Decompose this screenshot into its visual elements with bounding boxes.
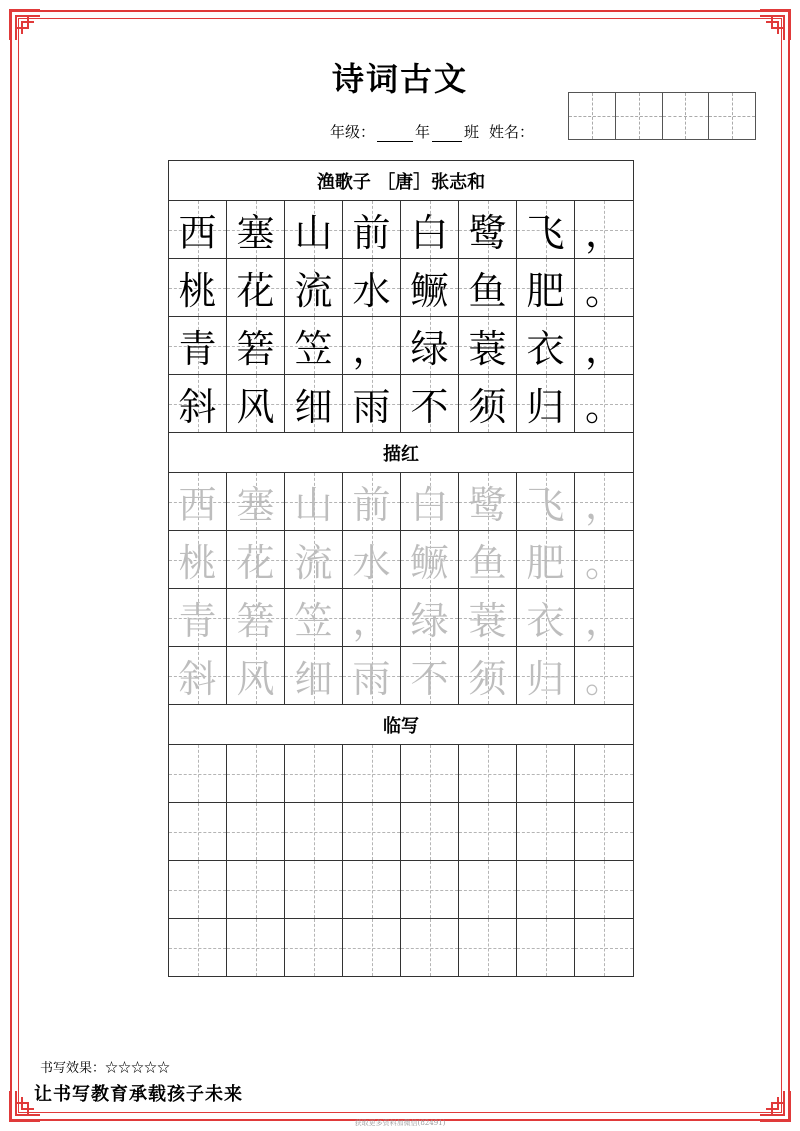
character: 鹭 xyxy=(468,483,507,527)
writing-cell[interactable] xyxy=(401,531,459,588)
character: 桃 xyxy=(178,541,217,585)
character: 白 xyxy=(410,483,449,527)
grid-row xyxy=(169,259,633,317)
character: 风 xyxy=(236,657,275,701)
character: 。 xyxy=(584,385,623,429)
writing-cell[interactable] xyxy=(343,919,401,976)
writing-cell[interactable] xyxy=(227,919,285,976)
writing-cell[interactable] xyxy=(459,861,517,918)
writing-cell[interactable] xyxy=(169,861,227,918)
writing-cell[interactable] xyxy=(227,531,285,588)
writing-cell xyxy=(575,259,633,316)
writing-cell xyxy=(575,375,633,432)
writing-cell xyxy=(227,375,285,432)
writing-cell[interactable] xyxy=(459,531,517,588)
character: 。 xyxy=(584,657,623,701)
character: 归 xyxy=(526,385,565,429)
grid-row xyxy=(169,861,633,919)
writing-cell[interactable] xyxy=(401,919,459,976)
writing-cell[interactable] xyxy=(169,531,227,588)
grid-row xyxy=(169,647,633,705)
character: 鱼 xyxy=(468,541,507,585)
character: 笠 xyxy=(294,327,333,371)
student-info-line xyxy=(330,121,534,142)
character: ， xyxy=(352,599,391,643)
character: 山 xyxy=(294,211,333,255)
character: 白 xyxy=(410,211,449,255)
writing-cell[interactable] xyxy=(401,745,459,802)
writing-cell xyxy=(285,375,343,432)
footer-note: 获取更多资料加微信(82491) xyxy=(354,1119,446,1127)
character: 。 xyxy=(584,541,623,585)
writing-cell[interactable] xyxy=(575,861,633,918)
grid-row xyxy=(169,531,633,589)
writing-cell xyxy=(227,259,285,316)
grid-row xyxy=(169,919,633,977)
writing-cell[interactable] xyxy=(459,589,517,646)
character: 流 xyxy=(294,541,333,585)
character: 青 xyxy=(178,599,217,643)
trace-heading: 描红 xyxy=(169,433,633,473)
character: 飞 xyxy=(526,483,565,527)
character: 箬 xyxy=(236,599,275,643)
writing-cell[interactable] xyxy=(401,803,459,860)
copy-grid xyxy=(169,745,633,977)
writing-cell[interactable] xyxy=(169,589,227,646)
writing-cell[interactable] xyxy=(517,861,575,918)
practice-sheet xyxy=(168,160,634,977)
name-cell[interactable] xyxy=(709,93,755,139)
writing-cell[interactable] xyxy=(401,589,459,646)
writing-cell[interactable] xyxy=(169,473,227,530)
character: 塞 xyxy=(236,483,275,527)
grid-row xyxy=(169,803,633,861)
character: 山 xyxy=(294,483,333,527)
grade-blank[interactable] xyxy=(377,127,413,142)
writing-cell[interactable] xyxy=(285,861,343,918)
year-label: 年 xyxy=(415,123,431,141)
writing-cell xyxy=(169,201,227,258)
writing-cell[interactable] xyxy=(401,861,459,918)
corner-ornament-icon xyxy=(8,8,42,42)
name-cell[interactable] xyxy=(663,93,710,139)
character: 不 xyxy=(410,657,449,701)
character: 归 xyxy=(526,657,565,701)
character: 西 xyxy=(178,483,217,527)
writing-cell[interactable] xyxy=(227,803,285,860)
character: 斜 xyxy=(178,657,217,701)
grid-row xyxy=(169,745,633,803)
writing-cell[interactable] xyxy=(227,473,285,530)
character: 水 xyxy=(352,269,391,313)
grid-row xyxy=(169,473,633,531)
writing-cell[interactable] xyxy=(459,803,517,860)
character: 肥 xyxy=(526,269,565,313)
writing-cell[interactable] xyxy=(459,647,517,704)
writing-cell[interactable] xyxy=(285,473,343,530)
character: 流 xyxy=(294,269,333,313)
writing-cell[interactable] xyxy=(401,647,459,704)
trace-grid xyxy=(169,473,633,705)
writing-cell[interactable] xyxy=(343,803,401,860)
writing-cell xyxy=(401,375,459,432)
writing-cell xyxy=(459,201,517,258)
character: 衣 xyxy=(526,599,565,643)
character: 青 xyxy=(178,327,217,371)
writing-cell xyxy=(575,317,633,374)
writing-cell[interactable] xyxy=(285,919,343,976)
character: 绿 xyxy=(410,327,449,371)
name-cell[interactable] xyxy=(616,93,663,139)
writing-cell xyxy=(517,375,575,432)
character: 雨 xyxy=(352,657,391,701)
character: 蓑 xyxy=(468,327,507,371)
character: ， xyxy=(584,211,623,255)
writing-cell[interactable] xyxy=(575,647,633,704)
writing-cell xyxy=(227,201,285,258)
character: 细 xyxy=(294,657,333,701)
character: 水 xyxy=(352,541,391,585)
character: 西 xyxy=(178,211,217,255)
writing-cell xyxy=(401,201,459,258)
writing-cell xyxy=(575,201,633,258)
character: 塞 xyxy=(236,211,275,255)
writing-cell[interactable] xyxy=(459,745,517,802)
corner-ornament-icon xyxy=(758,8,792,42)
writing-cell xyxy=(459,375,517,432)
writing-cell[interactable] xyxy=(517,473,575,530)
writing-cell[interactable] xyxy=(343,745,401,802)
writing-cell[interactable] xyxy=(169,919,227,976)
writing-cell xyxy=(401,259,459,316)
writing-cell xyxy=(459,317,517,374)
poem-heading: 渔歌子 ［唐］张志和 xyxy=(169,161,633,201)
writing-cell[interactable] xyxy=(575,473,633,530)
writing-cell[interactable] xyxy=(517,589,575,646)
name-label: 姓名： xyxy=(489,123,535,141)
writing-cell[interactable] xyxy=(517,531,575,588)
writing-cell xyxy=(285,201,343,258)
writing-cell[interactable] xyxy=(517,919,575,976)
writing-cell[interactable] xyxy=(343,861,401,918)
writing-cell xyxy=(459,259,517,316)
character: 斜 xyxy=(178,385,217,429)
writing-cell[interactable] xyxy=(343,647,401,704)
character: 须 xyxy=(468,385,507,429)
writing-cell xyxy=(343,259,401,316)
grid-row xyxy=(169,589,633,647)
writing-cell xyxy=(169,259,227,316)
character: 蓑 xyxy=(468,599,507,643)
writing-cell[interactable] xyxy=(575,531,633,588)
writing-cell[interactable] xyxy=(285,647,343,704)
writing-cell[interactable] xyxy=(575,745,633,802)
writing-cell xyxy=(343,201,401,258)
motto-text: 让书写教育承载孩子未来 xyxy=(34,1084,243,1105)
writing-cell[interactable] xyxy=(459,919,517,976)
character: 鳜 xyxy=(410,269,449,313)
character: ， xyxy=(584,599,623,643)
writing-cell[interactable] xyxy=(169,745,227,802)
character: 肥 xyxy=(526,541,565,585)
character: 花 xyxy=(236,541,275,585)
character: 前 xyxy=(352,483,391,527)
name-writing-box[interactable] xyxy=(568,92,756,140)
copy-heading: 临写 xyxy=(169,705,633,745)
writing-cell xyxy=(227,317,285,374)
grid-row xyxy=(169,317,633,375)
character: 细 xyxy=(294,385,333,429)
poem-grid xyxy=(169,201,633,433)
character: ， xyxy=(584,327,623,371)
class-label: 班 xyxy=(464,123,480,141)
writing-cell[interactable] xyxy=(285,589,343,646)
writing-cell[interactable] xyxy=(575,589,633,646)
writing-cell xyxy=(285,317,343,374)
writing-cell[interactable] xyxy=(285,531,343,588)
writing-cell xyxy=(517,317,575,374)
writing-cell[interactable] xyxy=(227,861,285,918)
writing-cell xyxy=(343,317,401,374)
writing-cell[interactable] xyxy=(169,647,227,704)
writing-cell[interactable] xyxy=(517,803,575,860)
character: 笠 xyxy=(294,599,333,643)
grade-label: 年级： xyxy=(330,123,376,141)
writing-cell[interactable] xyxy=(169,803,227,860)
character: 鱼 xyxy=(468,269,507,313)
character: ， xyxy=(352,327,391,371)
writing-cell[interactable] xyxy=(227,745,285,802)
character: 飞 xyxy=(526,211,565,255)
class-blank[interactable] xyxy=(432,127,462,142)
character: 鹭 xyxy=(468,211,507,255)
page-title: 诗词古文 xyxy=(331,60,468,98)
character: 须 xyxy=(468,657,507,701)
writing-cell[interactable] xyxy=(285,803,343,860)
writing-cell[interactable] xyxy=(575,919,633,976)
writing-cell[interactable] xyxy=(343,589,401,646)
writing-cell xyxy=(169,317,227,374)
character: 不 xyxy=(410,385,449,429)
writing-cell[interactable] xyxy=(227,647,285,704)
writing-cell[interactable] xyxy=(343,531,401,588)
character: 桃 xyxy=(178,269,217,313)
character: 鳜 xyxy=(410,541,449,585)
character: 箬 xyxy=(236,327,275,371)
writing-cell[interactable] xyxy=(285,745,343,802)
writing-cell[interactable] xyxy=(517,647,575,704)
writing-cell xyxy=(517,259,575,316)
writing-cell xyxy=(169,375,227,432)
writing-cell xyxy=(285,259,343,316)
writing-cell[interactable] xyxy=(227,589,285,646)
writing-cell xyxy=(343,375,401,432)
character: 。 xyxy=(584,269,623,313)
name-cell[interactable] xyxy=(569,93,616,139)
writing-cell[interactable] xyxy=(401,473,459,530)
character: 前 xyxy=(352,211,391,255)
writing-cell[interactable] xyxy=(575,803,633,860)
character: 花 xyxy=(236,269,275,313)
character: 绿 xyxy=(410,599,449,643)
writing-cell[interactable] xyxy=(517,745,575,802)
character: 风 xyxy=(236,385,275,429)
grid-row xyxy=(169,375,633,433)
writing-cell xyxy=(401,317,459,374)
writing-cell[interactable] xyxy=(459,473,517,530)
character: 雨 xyxy=(352,385,391,429)
character: 衣 xyxy=(526,327,565,371)
writing-rating: 书写效果：☆☆☆☆☆ xyxy=(40,1061,171,1076)
writing-cell[interactable] xyxy=(343,473,401,530)
character: ， xyxy=(584,483,623,527)
writing-cell xyxy=(517,201,575,258)
grid-row xyxy=(169,201,633,259)
